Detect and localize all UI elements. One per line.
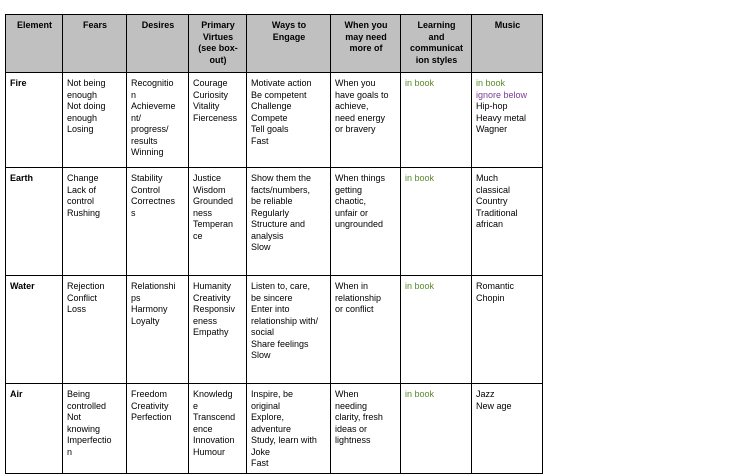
learning-cell: in book [401, 276, 472, 384]
element-name-cell: Water [6, 276, 63, 384]
fears-cell: Change Lack of control Rushing [63, 168, 127, 276]
music-in-book-note: in book [476, 78, 506, 88]
header-desires: Desires [127, 15, 189, 73]
need-more-cell: When you have goals to achieve, need energy or bravery [331, 73, 401, 168]
need-more-cell: When needing clarity, fresh ideas or lightness [331, 384, 401, 474]
desires-cell: Freedom Creativity Perfection [127, 384, 189, 474]
header-row [6, 15, 543, 73]
need-more-cell: When in relationship or conflict [331, 276, 401, 384]
header-fears: Fears [63, 15, 127, 73]
virtues-cell: Courage Curiosity Vitality Fierceness [189, 73, 247, 168]
virtues-cell: Knowledg e Transcend ence Innovation Humour [189, 384, 247, 474]
header-learning-styles: Learning and communicat ion styles [401, 15, 472, 73]
table-row [6, 168, 543, 276]
need-more-cell: When things getting chaotic, unfair or ungrounded [331, 168, 401, 276]
element-name-cell: Air [6, 384, 63, 474]
music-cell: Romantic Chopin [472, 276, 543, 384]
desires-cell: Relationshi ps Harmony Loyalty [127, 276, 189, 384]
engage-cell: Listen to, care, be sincere Enter into relationship with/ social Share feelings Slow [247, 276, 331, 384]
learning-cell: in book [401, 168, 472, 276]
virtues-cell: Justice Wisdom Grounded ness Temperan ce [189, 168, 247, 276]
fears-cell: Being controlled Not knowing Imperfectio n [63, 384, 127, 474]
engage-cell: Inspire, be original Explore, adventure Study, learn with Joke Fast [247, 384, 331, 474]
engage-cell: Show them the facts/numbers, be reliable Regularly Structure and analysis Slow [247, 168, 331, 276]
engage-cell: Motivate action Be competent Challenge Compete Tell goals Fast [247, 73, 331, 168]
virtues-cell: Humanity Creativity Responsiv eness Empathy [189, 276, 247, 384]
table-row [6, 73, 543, 168]
music-list: Hip-hop Heavy metal Wagner [476, 101, 527, 134]
element-name-cell: Earth [6, 168, 63, 276]
header-ways-to-engage: Ways to Engage [247, 15, 331, 73]
music-cell: Jazz New age [472, 384, 543, 474]
learning-cell: in book [401, 73, 472, 168]
table-row [6, 276, 543, 384]
desires-cell: Stability Control Correctnes s [127, 168, 189, 276]
header-element: Element [6, 15, 63, 73]
table-row [6, 384, 543, 474]
music-ignore-note: ignore below [476, 89, 528, 100]
fears-cell: Not being enough Not doing enough Losing [63, 73, 127, 168]
element-name-cell: Fire [6, 73, 63, 168]
fears-cell: Rejection Conflict Loss [63, 276, 127, 384]
music-cell [472, 73, 543, 168]
header-music: Music [472, 15, 543, 73]
header-when-need-more: When you may need more of [331, 15, 401, 73]
header-primary-virtues: Primary Virtues (see box- out) [189, 15, 247, 73]
elements-table [5, 14, 543, 474]
music-cell: Much classical Country Traditional african [472, 168, 543, 276]
desires-cell: Recognitio n Achieveme nt/ progress/ results Winning [127, 73, 189, 168]
learning-cell: in book [401, 384, 472, 474]
